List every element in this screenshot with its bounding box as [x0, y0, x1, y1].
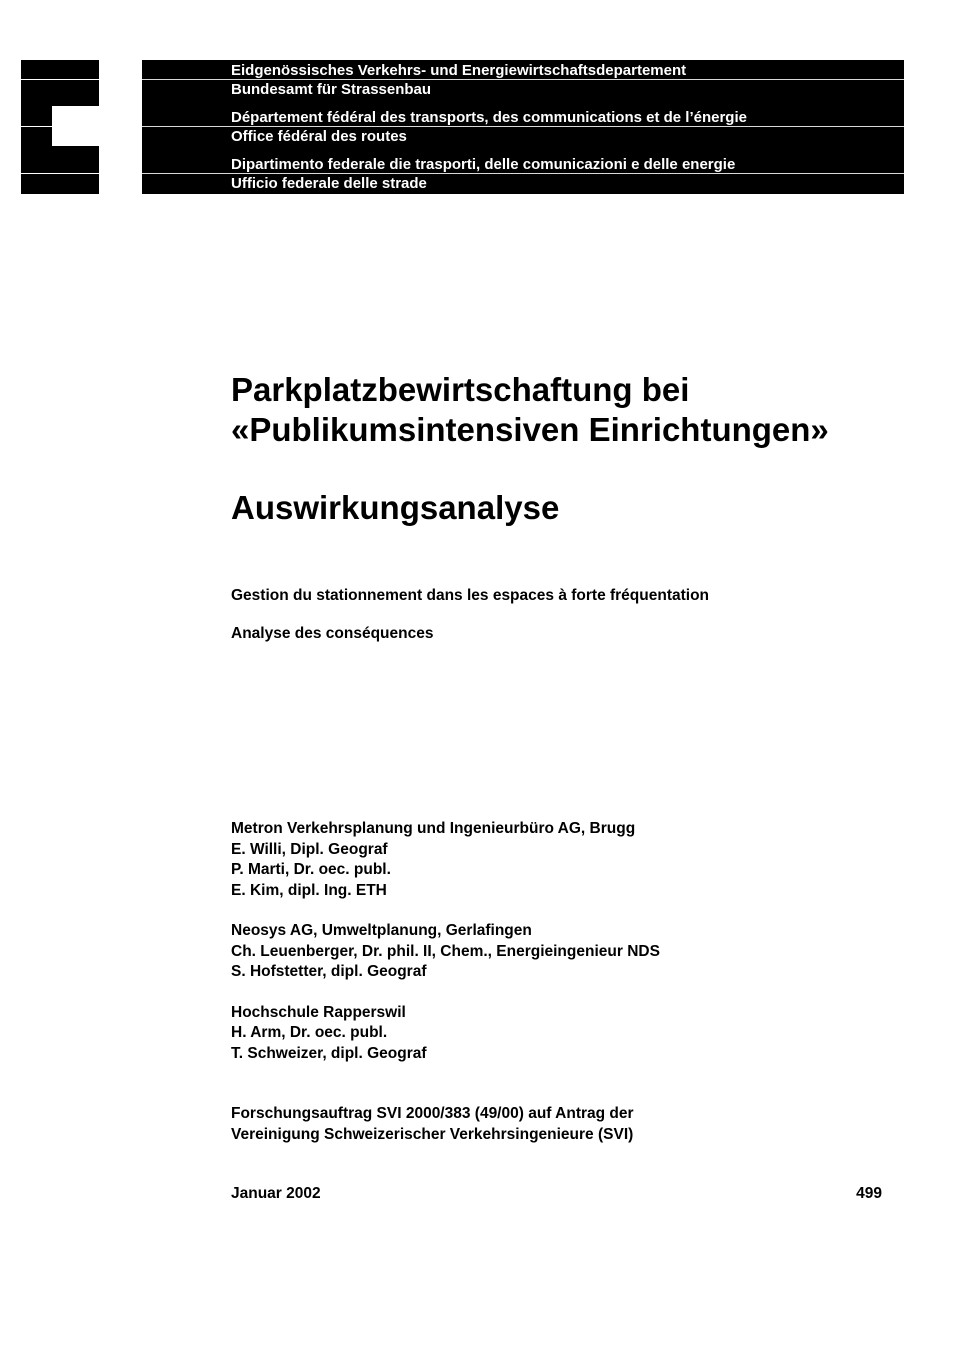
report-title-line-2: «Publikumsintensiven Einrichtungen» — [231, 411, 829, 448]
report-title-line-1: Parkplatzbewirtschaftung bei — [231, 371, 690, 408]
report-number: 499 — [856, 1185, 882, 1202]
author-org: Metron Verkehrsplanung und Ingenieurbüro AG, Brugg — [231, 820, 636, 837]
publication-date: Januar 2002 — [231, 1185, 321, 1202]
author-person: E. Kim, dipl. Ing. ETH — [231, 881, 387, 899]
author-group-neosys — [231, 921, 660, 983]
research-mandate-line-1: Forschungsauftrag SVI 2000/383 (49/00) auf Antrag der — [231, 1105, 634, 1122]
department-name-fr: Département fédéral des transports, des communications et de l’énergie — [231, 109, 747, 126]
author-person: T. Schweizer, dipl. Geograf — [231, 1044, 427, 1062]
agency-header-band — [142, 60, 904, 194]
author-person: E. Willi, Dipl. Geograf — [231, 840, 388, 858]
department-name-de: Eidgenössisches Verkehrs- und Energiewirtschaftsdepartement — [231, 62, 687, 79]
author-person: H. Arm, Dr. oec. publ. — [231, 1024, 388, 1041]
department-name-it: Dipartimento federale die trasporti, delle comunicazioni e delle energie — [231, 156, 736, 173]
author-person: S. Hofstetter, dipl. Geograf — [231, 963, 427, 980]
author-org: Hochschule Rapperswil — [231, 1003, 406, 1021]
authors-block — [231, 819, 660, 1084]
author-person: P. Marti, Dr. oec. publ. — [231, 861, 391, 878]
research-mandate-line-2: Vereinigung Schweizerischer Verkehrsingenieure (SVI) — [231, 1125, 634, 1143]
report-title — [231, 370, 931, 450]
author-person: Ch. Leuenberger, Dr. phil. II, Chem., Energieingenieur NDS — [231, 942, 660, 960]
author-group-rapperswil — [231, 1003, 660, 1065]
office-name-it: Ufficio federale delle strade — [231, 175, 427, 192]
research-mandate — [231, 1104, 634, 1145]
office-name-de: Bundesamt für Strassenbau — [231, 81, 432, 98]
report-subtitle: Auswirkungsanalyse — [231, 489, 560, 526]
french-title: Gestion du stationnement dans les espaces à forte fréquentation — [231, 587, 710, 604]
author-group-metron — [231, 819, 660, 901]
author-org: Neosys AG, Umweltplanung, Gerlafingen — [231, 922, 532, 939]
office-name-fr: Office fédéral des routes — [231, 128, 407, 145]
french-subtitle: Analyse des conséquences — [231, 625, 434, 642]
